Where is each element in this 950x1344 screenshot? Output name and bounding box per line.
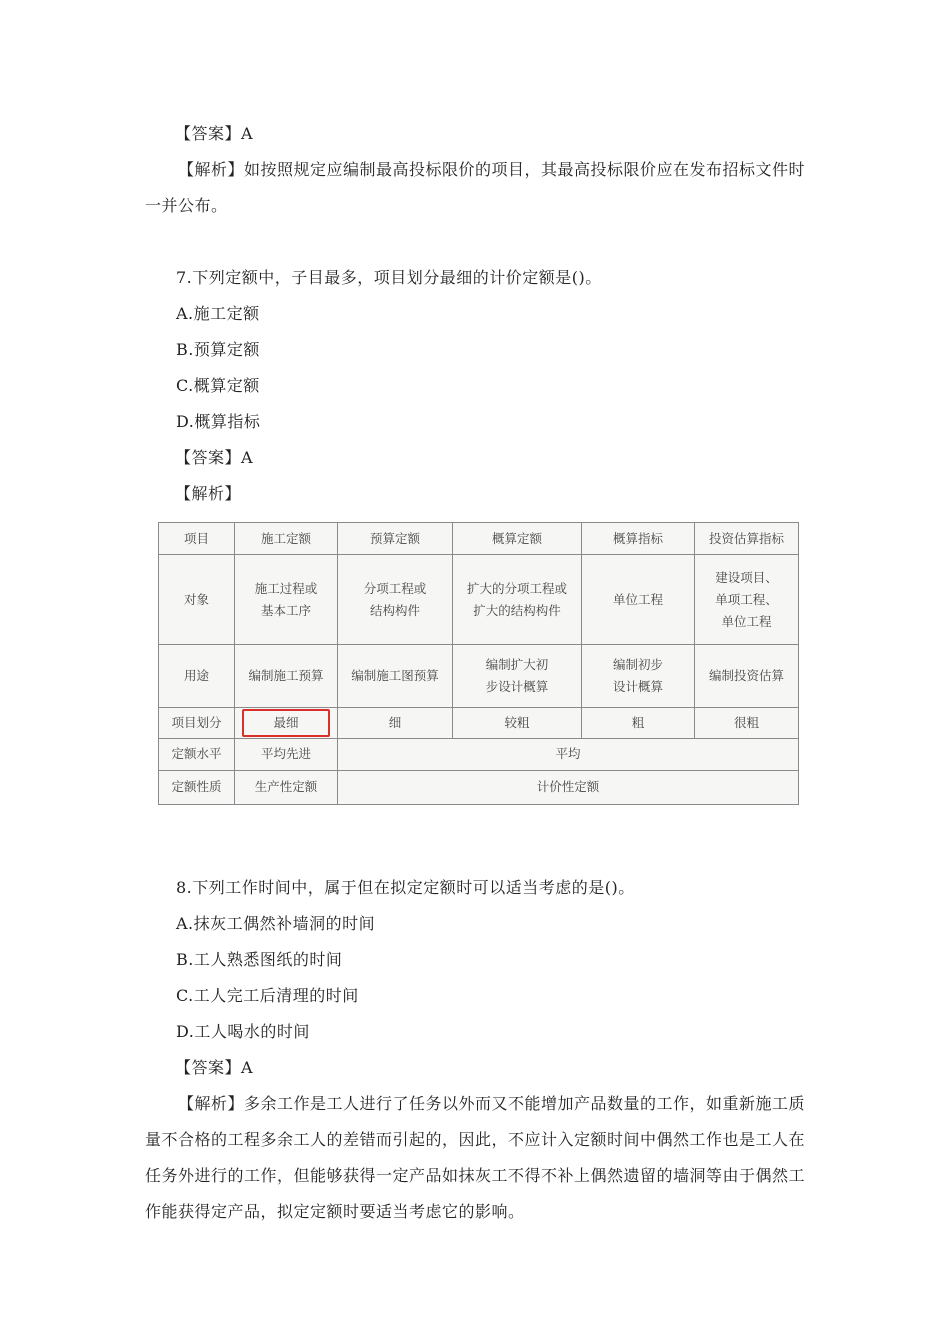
table-cell: 定额性质 bbox=[159, 770, 235, 804]
table-cell bbox=[235, 707, 338, 738]
q7-option-b: B.预算定额 bbox=[176, 340, 260, 359]
table-cell: 编制施工预算 bbox=[235, 645, 338, 707]
table-cell: 概算指标 bbox=[582, 523, 695, 555]
table-cell: 编制施工图预算 bbox=[338, 645, 453, 707]
table-cell: 对象 bbox=[159, 555, 235, 645]
table-row-level bbox=[159, 738, 799, 770]
q8-option-a: A.抹灰工偶然补墙洞的时间 bbox=[176, 914, 376, 933]
table-cell: 编制投资估算 bbox=[695, 645, 799, 707]
table-cell: 项目划分 bbox=[159, 707, 235, 738]
q8-analysis: 【解析】多余工作是工人进行了任务以外而又不能增加产品数量的工作，如重新施工质量不合格的工程多余工人的差错而引起的，因此，不应计入定额时间中偶然工作也是工人在任务外进行的工作，但能够获得一定产品如抹灰工不得不补上偶然遗留的墙洞等由于偶然工作能获得定产品，拟定定额时要适当考虑它的影响。 bbox=[145, 1094, 806, 1221]
table-row-nature bbox=[159, 770, 799, 804]
q6-analysis: 【解析】如按照规定应编制最高投标限价的项目，其最高投标限价应在发布招标文件时一并公布。 bbox=[145, 160, 806, 215]
table-cell: 很粗 bbox=[695, 707, 799, 738]
q8-question: 8.下列工作时间中，属于但在拟定定额时可以适当考虑的是()。 bbox=[176, 878, 635, 897]
table-cell: 计价性定额 bbox=[338, 770, 799, 804]
q7-answer: 【答案】A bbox=[175, 448, 254, 467]
quota-comparison-table bbox=[158, 522, 798, 805]
table-cell: 预算定额 bbox=[338, 523, 453, 555]
table-row-use bbox=[159, 645, 799, 707]
table-cell: 施工定额 bbox=[235, 523, 338, 555]
table-cell: 概算定额 bbox=[453, 523, 582, 555]
table-cell: 建设项目、 单项工程、 单位工程 bbox=[695, 555, 799, 645]
table-cell: 施工过程或 基本工序 bbox=[235, 555, 338, 645]
table-row-object bbox=[159, 555, 799, 645]
q7-option-c: C.概算定额 bbox=[176, 376, 260, 395]
table-cell: 扩大的分项工程或 扩大的结构构件 bbox=[453, 555, 582, 645]
q7-option-a: A.施工定额 bbox=[176, 304, 260, 323]
table-cell: 编制扩大初 步设计概算 bbox=[453, 645, 582, 707]
table-cell: 平均先进 bbox=[235, 738, 338, 770]
table-cell: 定额水平 bbox=[159, 738, 235, 770]
table-cell: 用途 bbox=[159, 645, 235, 707]
table-cell: 分项工程或 结构构件 bbox=[338, 555, 453, 645]
q8-option-d: D.工人喝水的时间 bbox=[176, 1022, 310, 1041]
q8-option-b: B.工人熟悉图纸的时间 bbox=[176, 950, 343, 969]
table-cell: 投资估算指标 bbox=[695, 523, 799, 555]
highlight-box-finest: 最细 bbox=[242, 709, 330, 737]
table-row-header bbox=[159, 523, 799, 555]
q7-analysis-label: 【解析】 bbox=[175, 484, 242, 503]
table-cell: 平均 bbox=[338, 738, 799, 770]
q7-question: 7.下列定额中，子目最多，项目划分最细的计价定额是()。 bbox=[176, 268, 602, 287]
table-cell: 编制初步 设计概算 bbox=[582, 645, 695, 707]
table-row-division bbox=[159, 707, 799, 738]
q7-option-d: D.概算指标 bbox=[176, 412, 261, 431]
table-cell: 单位工程 bbox=[582, 555, 695, 645]
q8-answer: 【答案】A bbox=[175, 1058, 254, 1077]
q8-option-c: C.工人完工后清理的时间 bbox=[176, 986, 359, 1005]
table-cell: 细 bbox=[338, 707, 453, 738]
table-cell: 粗 bbox=[582, 707, 695, 738]
table-cell: 生产性定额 bbox=[235, 770, 338, 804]
q6-answer: 【答案】A bbox=[175, 124, 254, 143]
table-cell: 项目 bbox=[159, 523, 235, 555]
table-cell: 较粗 bbox=[453, 707, 582, 738]
